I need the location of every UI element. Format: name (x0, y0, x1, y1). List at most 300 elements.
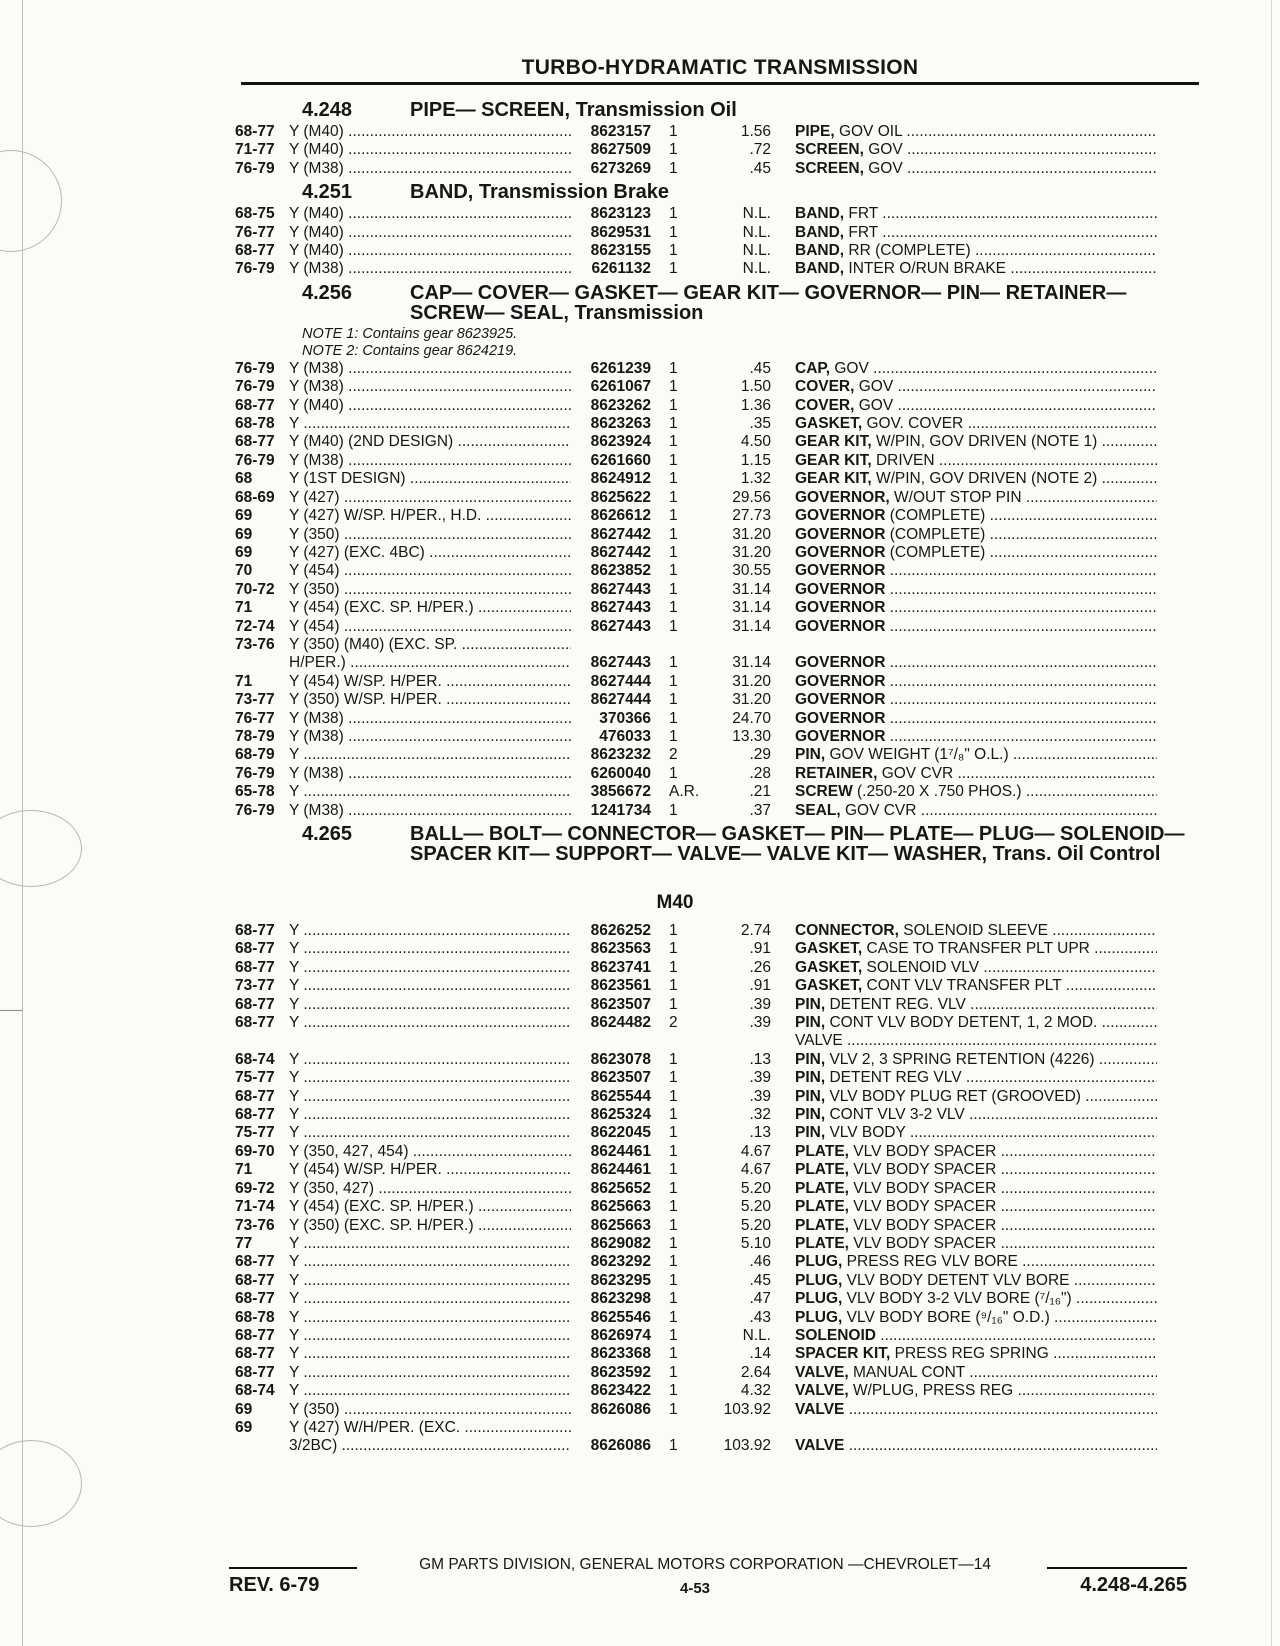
application: Y ..... (289, 1106, 571, 1124)
description (771, 1382, 1157, 1400)
part-number: 8627443 (590, 617, 651, 635)
part-row (235, 710, 1195, 728)
subsection-heading: M40 (656, 892, 694, 913)
part-number: 8625324 (590, 1106, 651, 1124)
application: Y (M38) ..... (289, 260, 571, 278)
price: 31.20 (732, 543, 771, 561)
price: 5.20 (740, 1216, 771, 1234)
description-detail: GOV. COVER (862, 415, 964, 433)
price: .29 (749, 746, 771, 764)
description-detail: VLV BODY SPACER (848, 1234, 997, 1252)
description-keyword: BAND, (795, 223, 845, 241)
model-years: 76-79 (235, 451, 275, 469)
price: .46 (749, 1253, 771, 1271)
quantity: 1 (669, 1050, 678, 1068)
price: .21 (749, 783, 771, 801)
description-keyword: GASKET, (795, 415, 863, 433)
description-keyword: GEAR KIT, (795, 433, 872, 451)
quantity: 1 (669, 1069, 678, 1087)
quantity: 1 (669, 159, 678, 177)
quantity: 1 (669, 1124, 678, 1142)
application: Y ..... (289, 959, 571, 977)
price: .45 (749, 159, 771, 177)
description-detail: RR (COMPLETE) (844, 242, 971, 260)
price: 4.50 (740, 433, 771, 451)
quantity: 1 (669, 1345, 678, 1363)
description (771, 360, 1157, 378)
quantity: 1 (669, 223, 678, 241)
description-detail: GOV (854, 378, 894, 396)
description-keyword: SCREEN, (795, 141, 864, 159)
quantity: 1 (669, 1308, 678, 1326)
description-keyword: RETAINER, (795, 764, 878, 782)
description-keyword: GEAR KIT, (795, 451, 872, 469)
application: Y (M38) ..... (289, 710, 571, 728)
model-years: 68-77 (235, 922, 275, 939)
application: Y (M40) (2ND DESIGN) ..... (289, 433, 571, 451)
price: .26 (749, 958, 771, 976)
model-years: 68-77 (235, 123, 275, 140)
description-keyword: SCREEN, (795, 159, 864, 177)
price: .43 (749, 1308, 771, 1326)
part-number: 8627442 (590, 525, 651, 543)
description-detail: GOV WEIGHT (1⁷/₈" O.L.) (825, 746, 1009, 764)
part-number: 8627443 (590, 599, 651, 617)
part-row (235, 526, 1195, 544)
part-number: 8625546 (590, 1308, 651, 1326)
description-keyword: GOVERNOR (795, 525, 886, 543)
application: Y (M40) ..... (289, 397, 571, 415)
model-years: 68-77 (235, 242, 275, 260)
price: 31.14 (732, 617, 771, 635)
description-detail: VLV BODY DETENT VLV BORE (842, 1271, 1070, 1289)
part-number: 8625544 (590, 1087, 651, 1105)
application: Y (350, 427, 454) ..... (289, 1143, 571, 1161)
price: .32 (749, 1106, 771, 1124)
description-detail: W/PLUG, PRESS REG (848, 1382, 1014, 1400)
part-row (235, 1217, 1195, 1235)
price: 27.73 (732, 507, 771, 525)
description-detail: VLV BODY BORE (⁹/₁₆" O.D.) (842, 1308, 1050, 1326)
application: Y ..... (289, 1382, 571, 1400)
part-number: 8623368 (590, 1345, 651, 1363)
part-number: 8623852 (590, 562, 651, 580)
application: Y (M38) ..... (289, 160, 571, 178)
application: Y ..... (289, 1124, 571, 1142)
application: Y (454) W/SP. H/PER. ..... (289, 673, 571, 691)
quantity: 1 (669, 488, 678, 506)
description-keyword: PIPE, (795, 123, 835, 140)
description-keyword: BAND, (795, 205, 845, 223)
description-keyword: PIN, (795, 1069, 826, 1087)
description-keyword: GEAR KIT, (795, 470, 872, 488)
part-row (235, 802, 1195, 820)
model-years: 69 (235, 1418, 253, 1436)
part-number: 8624461 (590, 1161, 651, 1179)
part-row (235, 1235, 1195, 1253)
description-keyword: CONNECTOR, (795, 922, 899, 939)
application: Y (350) ..... (289, 581, 571, 599)
part-row (235, 996, 1195, 1014)
price: .39 (749, 1069, 771, 1087)
part-row (235, 691, 1195, 709)
application: Y ..... (289, 1235, 571, 1253)
application: Y (427) (EXC. 4BC) ..... (289, 544, 571, 562)
quantity: 1 (669, 1179, 678, 1197)
model-years: 68-77 (235, 940, 275, 958)
description-keyword: PIN, (795, 1087, 826, 1105)
description (771, 1327, 1157, 1345)
quantity: 1 (669, 1437, 678, 1455)
description (771, 1217, 1157, 1235)
description-detail: (COMPLETE) (885, 507, 986, 525)
part-row (235, 470, 1195, 488)
price: 4.32 (740, 1382, 771, 1400)
part-row (235, 618, 1195, 636)
description (771, 1051, 1157, 1069)
model-years: 68-77 (235, 1106, 275, 1124)
price: 24.70 (732, 709, 771, 727)
part-number: 8623924 (590, 433, 651, 451)
part-number: 6273269 (590, 159, 651, 177)
application: Y ..... (289, 746, 571, 764)
application: Y (M38) ..... (289, 360, 571, 378)
description (771, 397, 1157, 415)
part-row (235, 242, 1195, 260)
price: .14 (749, 1345, 771, 1363)
model-years: 68-77 (235, 958, 275, 976)
description-keyword: PIN, (795, 995, 826, 1013)
description (771, 1235, 1157, 1253)
price: 4.67 (740, 1161, 771, 1179)
part-number: 8626974 (590, 1326, 651, 1344)
binder-hole (0, 1440, 82, 1527)
description (771, 1014, 1157, 1032)
quantity: 1 (669, 709, 678, 727)
price: 31.14 (732, 654, 771, 672)
part-row (235, 562, 1195, 580)
model-years: 69 (235, 543, 253, 561)
description (771, 1198, 1157, 1216)
quantity: 1 (669, 507, 678, 525)
price: 5.10 (740, 1234, 771, 1252)
description-detail: GOV (830, 359, 869, 377)
quantity: 1 (669, 205, 678, 223)
model-years: 69 (235, 507, 253, 525)
description (771, 433, 1157, 451)
model-years: 75-77 (235, 1069, 275, 1087)
part-number: 1241734 (590, 801, 651, 819)
description-detail: PRESS REG SPRING (890, 1345, 1049, 1363)
model-years: 68 (235, 470, 253, 488)
part-row (235, 452, 1195, 470)
section-range: 4.248-4.265 (1080, 1574, 1187, 1596)
price: 13.30 (732, 727, 771, 745)
description (771, 581, 1157, 599)
description-detail: DETENT REG. VLV (825, 995, 966, 1013)
description-detail: (.250-20 X .750 PHOS.) (852, 783, 1022, 801)
description-keyword: VALVE (795, 1437, 845, 1455)
price: 31.14 (732, 599, 771, 617)
part-number: 8623157 (590, 123, 651, 140)
model-years: 69-70 (235, 1142, 275, 1160)
description-detail: CASE TO TRANSFER PLT UPR (862, 940, 1090, 958)
quantity: 1 (669, 123, 678, 140)
part-number: 8623741 (590, 958, 651, 976)
part-number: 8622045 (590, 1124, 651, 1142)
part-number: 8627444 (590, 691, 651, 709)
quantity: 1 (669, 764, 678, 782)
section-number: 4.248 (302, 99, 353, 121)
part-number: 8623422 (590, 1382, 651, 1400)
quantity: 1 (669, 451, 678, 469)
description (771, 526, 1157, 544)
price: 30.55 (732, 562, 771, 580)
model-years: 68-77 (235, 1363, 275, 1381)
model-years: 75-77 (235, 1124, 275, 1142)
quantity: 1 (669, 543, 678, 561)
description-detail: VLV BODY (825, 1124, 906, 1142)
part-number: 8624461 (590, 1142, 651, 1160)
application: Y (350) (EXC. SP. H/PER.) ..... (289, 1217, 571, 1235)
part-row (235, 378, 1195, 396)
price: .35 (749, 415, 771, 433)
model-years: 72-74 (235, 617, 275, 635)
part-number: 8623561 (590, 977, 651, 995)
model-years: 73-76 (235, 1216, 275, 1234)
model-years: 68-77 (235, 1253, 275, 1271)
application: Y (M38) ..... (289, 452, 571, 470)
application: Y (350) ..... (289, 1401, 571, 1419)
quantity: 1 (669, 599, 678, 617)
section-heading (235, 100, 1195, 120)
model-years: 68-77 (235, 1087, 275, 1105)
part-number: 6260040 (590, 764, 651, 782)
margin-tick (0, 1010, 22, 1011)
part-row (235, 728, 1195, 746)
part-row (235, 1180, 1195, 1198)
quantity: 1 (669, 562, 678, 580)
price: 103.92 (723, 1437, 771, 1455)
part-number: 8627442 (590, 543, 651, 561)
description-detail: INTER O/RUN BRAKE (844, 260, 1007, 278)
quantity: 1 (669, 995, 678, 1013)
description (771, 1069, 1157, 1087)
description-detail: VLV 2, 3 SPRING RETENTION (4226) (825, 1050, 1095, 1068)
model-years: 71-77 (235, 141, 275, 159)
price: .13 (749, 1050, 771, 1068)
section-heading (235, 283, 1195, 323)
description (771, 452, 1157, 470)
price: .13 (749, 1124, 771, 1142)
model-years: 76-79 (235, 764, 275, 782)
application: Y (454) ..... (289, 618, 571, 636)
application: Y ..... (289, 1088, 571, 1106)
application: Y ..... (289, 940, 571, 958)
quantity: 1 (669, 378, 678, 396)
description (771, 1437, 1157, 1455)
model-years: 69-72 (235, 1179, 275, 1197)
section-title: BAND, Transmission Brake (410, 181, 669, 204)
part-row (235, 489, 1195, 507)
part-row (235, 1309, 1195, 1327)
description (771, 123, 1157, 141)
description (771, 562, 1157, 580)
application: Y ..... (289, 1014, 571, 1032)
quantity: 1 (669, 672, 678, 690)
part-number: 8623298 (590, 1290, 651, 1308)
quantity: 1 (669, 141, 678, 159)
part-number: 8623292 (590, 1253, 651, 1271)
part-number: 8623295 (590, 1271, 651, 1289)
application: Y (427) W/SP. H/PER., H.D. ..... (289, 507, 571, 525)
model-years: 77 (235, 1234, 253, 1252)
model-years: 71-74 (235, 1198, 275, 1216)
part-row (235, 260, 1195, 278)
part-row (235, 1419, 1195, 1437)
description-detail: VLV BODY 3-2 VLV BORE (⁷/₁₆") (842, 1290, 1072, 1308)
description-keyword: SPACER KIT, (795, 1345, 891, 1363)
part-row (235, 581, 1195, 599)
application: Y ..... (289, 996, 571, 1014)
price: 31.20 (732, 691, 771, 709)
description (771, 1032, 1157, 1050)
description-keyword: COVER, (795, 378, 855, 396)
description-detail: SOLENOID VLV (862, 958, 980, 976)
section-heading (235, 824, 1195, 864)
price: .91 (749, 940, 771, 958)
description-keyword: PLUG, (795, 1290, 843, 1308)
part-row (235, 1014, 1195, 1032)
description (771, 544, 1157, 562)
description-detail: VLV BODY SPACER (848, 1179, 997, 1197)
description-keyword: GOVERNOR (795, 654, 886, 672)
part-row (235, 160, 1195, 178)
model-years: 78-79 (235, 727, 275, 745)
application: Y ..... (289, 922, 571, 940)
quantity: 1 (669, 242, 678, 260)
description (771, 1272, 1157, 1290)
part-row (235, 959, 1195, 977)
model-years: 70 (235, 562, 253, 580)
description (771, 1088, 1157, 1106)
description (771, 1290, 1157, 1308)
description (771, 940, 1157, 958)
price: .45 (749, 1271, 771, 1289)
part-row (235, 1051, 1195, 1069)
section-number: 4.256 (302, 281, 353, 304)
part-number: 8629082 (590, 1234, 651, 1252)
description-keyword: GASKET, (795, 958, 863, 976)
part-number: 8626252 (590, 922, 651, 939)
model-years: 68-77 (235, 1271, 275, 1289)
part-number: 6261660 (590, 451, 651, 469)
part-row (235, 1106, 1195, 1124)
application: Y ..... (289, 1309, 571, 1327)
application: 3/2BC) ..... (289, 1437, 571, 1455)
quantity: 1 (669, 260, 678, 278)
part-row (235, 224, 1195, 242)
part-row (235, 1088, 1195, 1106)
description (771, 1345, 1157, 1363)
quantity: 1 (669, 977, 678, 995)
part-row (235, 141, 1195, 159)
description (771, 1401, 1157, 1419)
description-detail: FRT (844, 223, 878, 241)
part-number: 8624912 (590, 470, 651, 488)
description-keyword: GASKET, (795, 940, 863, 958)
quantity: 1 (669, 617, 678, 635)
model-years: 73-76 (235, 635, 275, 653)
page-title: TURBO-HYDRAMATIC TRANSMISSION (521, 56, 919, 79)
application: Y (M38) ..... (289, 765, 571, 783)
description-keyword: GOVERNOR, (795, 488, 890, 506)
part-row (235, 1069, 1195, 1087)
description-detail: CONT VLV 3-2 VLV (825, 1106, 965, 1124)
description-keyword: PLATE, (795, 1142, 849, 1160)
description (771, 1106, 1157, 1124)
application: Y ..... (289, 1364, 571, 1382)
part-number: 3856672 (590, 783, 651, 801)
description-keyword: PLATE, (795, 1161, 849, 1179)
description (771, 922, 1157, 940)
quantity: 1 (669, 1382, 678, 1400)
model-years: 73-77 (235, 977, 275, 995)
part-row (235, 415, 1195, 433)
parts-listing (235, 96, 1195, 1456)
description-detail: CONT VLV TRANSFER PLT (862, 977, 1062, 995)
description (771, 1309, 1157, 1327)
description (771, 959, 1157, 977)
scan-edge-line (1271, 0, 1272, 1646)
price: N.L. (742, 242, 771, 260)
part-row (235, 1253, 1195, 1271)
part-number: 6261132 (591, 260, 651, 278)
description-detail: GOV (863, 141, 903, 159)
application: Y ..... (289, 1345, 571, 1363)
description-detail: VLV BODY SPACER (848, 1216, 997, 1234)
description-detail: W/OUT STOP PIN (889, 488, 1022, 506)
part-number: 8625622 (590, 488, 651, 506)
description (771, 654, 1157, 672)
part-row (235, 1290, 1195, 1308)
model-years: 71 (235, 1161, 253, 1179)
part-row (235, 922, 1195, 940)
price: .39 (749, 995, 771, 1013)
price: 29.56 (732, 488, 771, 506)
quantity: 1 (669, 1106, 678, 1124)
model-years: 68-74 (235, 1050, 275, 1068)
application: Y (1ST DESIGN) ..... (289, 470, 571, 488)
quantity: 1 (669, 1290, 678, 1308)
part-row (235, 1198, 1195, 1216)
model-years: 69 (235, 1400, 253, 1418)
quantity: 1 (669, 801, 678, 819)
description-keyword: SEAL, (795, 801, 841, 819)
section-note: NOTE 1: Contains gear 8623925. (302, 325, 518, 342)
application: H/PER.) ..... (289, 654, 571, 672)
description-keyword: PLUG, (795, 1271, 843, 1289)
part-row (235, 765, 1195, 783)
part-number: 8623155 (590, 242, 651, 260)
price: .37 (749, 801, 771, 819)
description-detail: CONT VLV BODY DETENT, 1, 2 MOD. (825, 1014, 1098, 1032)
part-number: 6261239 (590, 359, 651, 377)
description-keyword: GOVERNOR (795, 599, 886, 617)
part-number: 8623507 (590, 1069, 651, 1087)
quantity: 1 (669, 1326, 678, 1344)
model-years: 68-77 (235, 1290, 275, 1308)
